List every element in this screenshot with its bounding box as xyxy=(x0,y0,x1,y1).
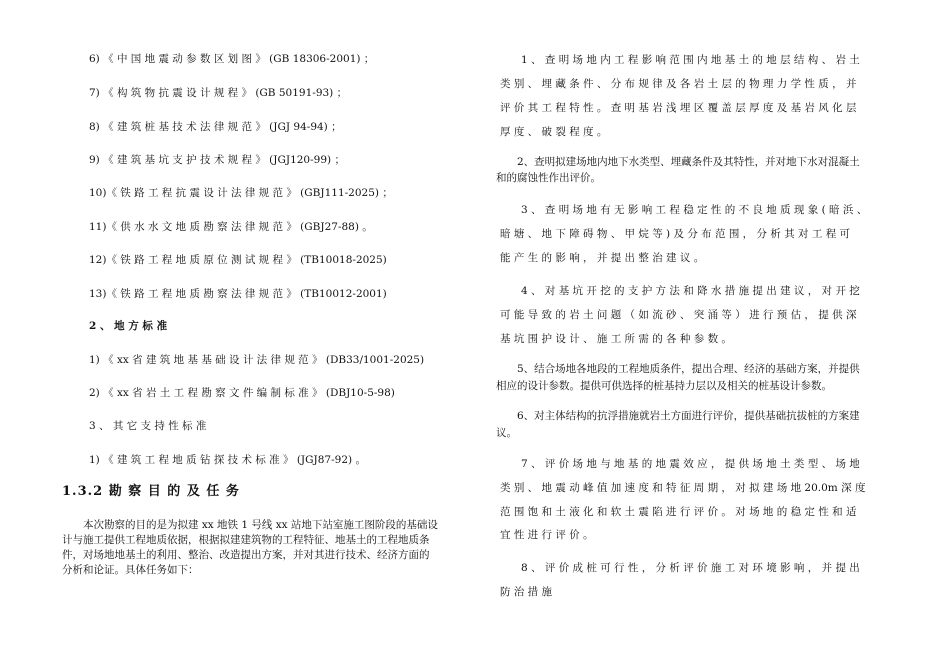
task2-line-1: 2、查明拟建场地内地下水类型、埋藏条件及其特性，并对地下水对混凝土 xyxy=(517,156,860,168)
task3-line-2: 暗 塘 、 地 下 障 碍 物 、 甲 烷 等 ) 及 分 布 范 围 ， 分 析 其 对 工 程 可 xyxy=(500,228,851,240)
task7-line-1: 7 、 评 价 场 地 与 地 基 的 地 震 效 应 ， 提 供 场 地 土 类 型 、 场 地 xyxy=(521,458,860,470)
task2-line-2: 和的腐蚀性作出评价。 xyxy=(496,172,601,184)
other-standards-title: 3 、 其 它 支 持 性 标 准 xyxy=(89,420,207,432)
ref-11: 11)《 供 水 水 文 地 质 勘 察 法 律 规 范 》 (GBJ27-88) 。 xyxy=(89,221,373,233)
task5-line-1: 5、结合场地各地段的工程地质条件，提出合理、经济的基础方案，并提供 xyxy=(517,363,860,375)
local-ref-1: 1) 《 xx 省 建 筑 地 基 基 础 设 计 法 律 规 范 》 (DB33/1001-2025) xyxy=(89,354,425,366)
task7-line-3: 范 围 饱 和 土 液 化 和 软 土 震 陷 进 行 评 价 。 对 场 地 的 稳 定 性 和 适 xyxy=(500,506,857,518)
purpose-line-4: 分析和论证。具体任务如下： xyxy=(62,564,199,576)
task8-line-1: 8 、 评 价 成 桩 可 行 性 ， 分 析 评 价 施 工 对 环 境 影 响 ， 并 提 出 xyxy=(521,562,860,574)
task1-line-1: 1 、 查 明 场 地 内 工 程 影 响 范 围 内 地 基 土 的 地 层 结 构 、 岩 土 xyxy=(521,54,860,66)
ref-10: 10)《 铁 路 工 程 抗 震 设 计 法 律 规 范 》 (GBJ111-2025) ； xyxy=(89,187,393,199)
task7-line-4: 宜 性 进 行 评 价 。 xyxy=(500,529,594,541)
task3-line-3: 能 产 生 的 影 响 ， 并 提 出 整 治 建 议 。 xyxy=(500,252,705,264)
purpose-line-1: 本次勘察的目的是为拟建 xx 地铁 1 号线 xx 站地下站室施工图阶段的基础设 xyxy=(83,519,438,531)
ref-12: 12)《 铁 路 工 程 地 质 原 位 测 试 规 程 》 (TB10018-2025) xyxy=(89,254,387,266)
task4-line-2: 可 能 导 致 的 岩 土 问 题 （ 如 流 砂 、 突 涌 等 ） 进 行 预 估 ， 提 供 深 xyxy=(500,309,857,321)
other-ref-1: 1) 《 建 筑 工 程 地 质 钻 探 技 术 标 准 》 (JGJ87-92) 。 xyxy=(89,454,366,466)
ref-8: 8) 《 建 筑 桩 基 技 术 法 律 规 范 》 (JGJ 94-94) ； xyxy=(89,121,342,133)
task3-line-1: 3 、 查 明 场 地 有 无 影 响 工 程 稳 定 性 的 不 良 地 质 现 象 ( 暗 浜 、 xyxy=(521,204,868,216)
task4-line-3: 基 坑 围 护 设 计 、 施 工 所 需 的 各 种 参 数 。 xyxy=(500,333,732,345)
ref-6: 6) 《 中 国 地 震 动 参 数 区 划 图 》 (GB 18306-2001) ； xyxy=(89,53,375,65)
ref-13: 13)《 铁 路 工 程 地 质 勘 察 法 律 规 范 》 (TB10012-2001) xyxy=(89,288,387,300)
local-standards-title: 2 、 地 方 标 准 xyxy=(89,320,168,332)
task1-line-2: 类 别 、 埋 藏 条 件 、 分 布 规 律 及 各 岩 土 层 的 物 理 力 学 性 质 ， 并 xyxy=(500,78,857,90)
section-heading: 1.3.2 勘 察 目 的 及 任 务 xyxy=(62,484,240,499)
task4-line-1: 4 、 对 基 坑 开 挖 的 支 护 方 法 和 降 水 措 施 提 出 建 议 ， 对 开 挖 xyxy=(521,285,860,297)
purpose-line-3: 件，对场地地基土的利用、整治、改造提出方案，并对其进行技术、经济方面的 xyxy=(62,549,430,561)
local-ref-2: 2) 《 xx 省 岩 土 工 程 勘 察 文 件 编 制 标 准 》 (DBJ10-5-98) xyxy=(89,387,395,399)
purpose-line-2: 计与施工提供工程地质依据，根据拟建建筑物的工程特征、地基土的工程地质条 xyxy=(62,534,430,546)
task5-line-2: 相应的设计参数。提供可供选择的桩基持力层以及相关的桩基设计参数。 xyxy=(496,380,832,392)
ref-9: 9) 《 建 筑 基 坑 支 护 技 术 规 程 》 (JGJ120-99) ； xyxy=(89,154,345,166)
task1-line-3: 评 价 其 工 程 特 性 。 查 明 基 岩 浅 埋 区 覆 盖 层 厚 度 及 基 岩 风 化 层 xyxy=(500,102,857,114)
task6-line-2: 议。 xyxy=(496,427,517,439)
task6-line-1: 6、对主体结构的抗浮措施就岩土方面进行评价，提供基础抗拔桩的方案建 xyxy=(517,410,860,422)
task1-line-4: 厚 度 、 破 裂 程 度 。 xyxy=(500,126,608,138)
task8-line-2: 防 治 措 施 xyxy=(500,586,553,598)
task7-line-2: 类 别 、 地 震 动 峰 值 加 速 度 和 特 征 周 期 ， 对 拟 建 场 地 20.0m 深 度 xyxy=(500,482,866,494)
ref-7: 7) 《 构 筑 物 抗 震 设 计 规 程 》 (GB 50191-93) ； xyxy=(89,87,348,99)
